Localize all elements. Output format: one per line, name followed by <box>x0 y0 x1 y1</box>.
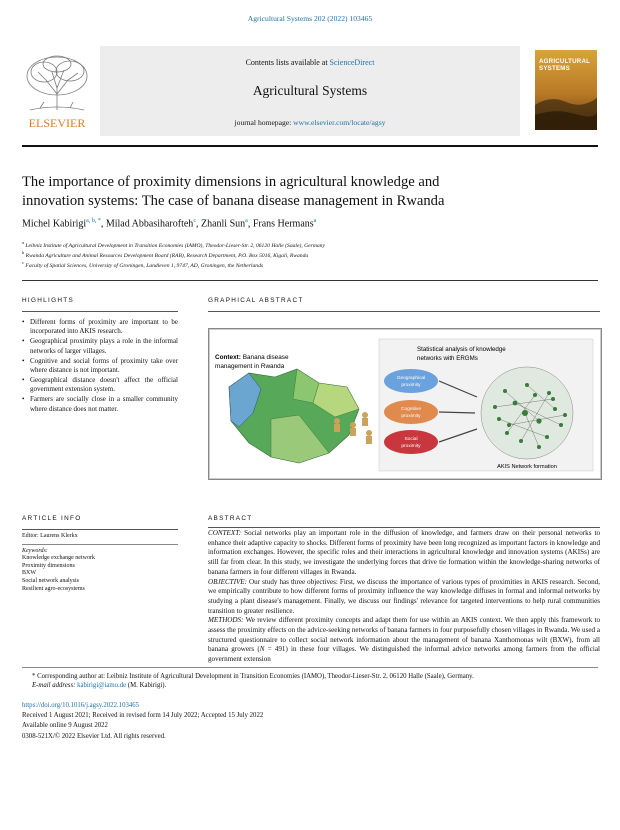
graphical-abstract-heading: GRAPHICAL ABSTRACT <box>208 297 304 304</box>
ga-stat-line-2: networks with ERGMs <box>417 355 478 362</box>
ga-geo-ellipse <box>384 369 438 393</box>
abstract-context-paragraph <box>208 529 600 578</box>
ga-soc-label-2: proximity <box>401 444 421 449</box>
author-affiliation-marker[interactable]: c <box>193 218 196 224</box>
highlights-rule <box>22 311 178 312</box>
email-label: E-mail address: <box>32 682 76 689</box>
highlight-item: • Geographical proximity plays a role in the informal networks of larger villages. <box>22 337 178 356</box>
abstract-objective-text: Our study has three objectives: First, we discuss the importance of various types of proximities in AKIS research. Second, we empirically contribute to how different forms of proximity influence the way knowledge diffuses in formal and informal networks by studying a plant disease's management. Finally, we discuss our findings' relevance for targeted interventions to help rural communities transition to greater resilience. <box>208 577 600 615</box>
affiliation-text: Leibniz Institute of Agricultural Development in Transition Economies (IAMO), Theodor-Lieser-Str. 2, 06120 Halle (Saale), Germany <box>25 242 325 249</box>
elsevier-wordmark: ELSEVIER <box>28 116 86 130</box>
author-name: Milad Abbasiharofteh <box>105 218 194 230</box>
author-name: Zhanli Sun <box>200 218 246 230</box>
online-date: Available online 9 August 2022 <box>22 722 108 730</box>
editor-line: Editor: Laurens Klerkx <box>22 533 78 539</box>
ga-cog-label-1: Cognitive <box>401 407 421 412</box>
journal-masthead <box>100 46 520 136</box>
corresponding-author-footnote <box>32 672 600 690</box>
article-info <box>22 533 182 593</box>
ga-geo-label-2: proximity <box>401 383 421 388</box>
ga-soc-label-1: Social <box>404 437 418 442</box>
abstract-rule <box>208 527 600 528</box>
doi-link[interactable]: https://doi.org/10.1016/j.agsy.2022.103465 <box>22 702 140 709</box>
highlight-item: • Geographical distance doesn't affect the official government extension system. <box>22 376 178 395</box>
elsevier-tree-logo <box>22 50 92 132</box>
sciencedirect-link[interactable]: ScienceDirect <box>329 58 375 67</box>
keyword-item: Knowledge exchange network <box>22 555 95 562</box>
section-divider <box>22 280 598 281</box>
affiliation <box>22 260 263 269</box>
affiliation-marker: b <box>22 250 25 255</box>
footnote-marker: * <box>32 673 36 680</box>
article-title <box>22 173 602 211</box>
affiliation-text: Rwanda Agriculture and Animal Resources Development Board (RAB), Research Department, P.O. Box 5016, Kigali, Rwanda <box>25 252 309 259</box>
abstract-methods-n: N <box>259 645 265 654</box>
abstract-methods-text-cont: = 491) in these four villages. We distinguished the informal advice networks among farmers from the official government extension <box>208 645 600 664</box>
journal-cover-image <box>535 50 597 130</box>
ga-context-label: Context: <box>215 354 241 361</box>
highlights-list <box>22 318 178 415</box>
author-name: Michel Kabirigi <box>22 218 87 230</box>
abstract-methods-text: We review different proximity concepts and adapt them for use within an AKIS context. We then apply this framework to assess the proximity effects on the advice-seeking networks of banana farmers in four purposefully chosen villages in Rwanda. We used a structured questionnaire to collect social network information about the management of banana Xanthomonas wilt (BXW), from all banana growers ( <box>208 616 600 654</box>
highlights-heading: HIGHLIGHTS <box>22 297 75 304</box>
title-line-2: innovation systems: The case of banana disease management in Rwanda <box>22 193 445 209</box>
homepage-line <box>100 118 520 127</box>
ga-soc-ellipse <box>384 430 438 454</box>
article-history <box>22 701 263 742</box>
affiliation-marker: a <box>22 240 24 245</box>
ga-cog-ellipse <box>384 400 438 424</box>
abstract-methods-label: METHODS: <box>208 616 244 625</box>
contents-line <box>100 58 520 67</box>
abstract-context-text: Social networks play an important role in the diffusion of knowledge, and farmers draw on their personal networks to enhance their adaptive capacity to shocks. Different forms of proximity have been long recognized as important factors in knowledge and information exchanges. However, the specific roles and their interactions in agricultural knowledge and innovation systems (AKISs) are still far from clear. In this study, we investigate the underlying forces that drive tie formation within the knowledge-sharing networks of banana farmers in four different villages in Rwanda. <box>208 529 600 576</box>
keywords-label: Keywords: <box>22 547 48 554</box>
highlight-item: • Different forms of proximity are important to be incorporated into AKIS research. <box>22 318 178 337</box>
ga-geo-label-1: Geographical <box>396 376 426 381</box>
graphical-abstract-rule <box>208 311 600 312</box>
keyword-item: Resilient agro-ecosystems <box>22 585 85 592</box>
highlight-item: • Farmers are socially close in a smaller community where distance does not matter. <box>22 395 178 414</box>
affiliation-marker: c <box>22 260 24 265</box>
author-affiliation-marker[interactable]: a <box>313 218 317 224</box>
keyword-item: Proximity dimensions <box>22 562 75 569</box>
article-info-heading: ARTICLE INFO <box>22 515 82 522</box>
keyword-item: Social network analysis <box>22 577 79 584</box>
ga-context-line-2: management in Rwanda <box>215 363 285 370</box>
abstract-methods-paragraph <box>208 616 600 665</box>
highlight-item: • Cognitive and social forms of proximity take over where distance is not important. <box>22 357 178 376</box>
ga-context-text: Banana disease <box>242 354 289 361</box>
author-affiliation-marker[interactable]: a <box>245 218 248 224</box>
copyright-line: 0308-521X/© 2022 Elsevier Ltd. All rights reserved. <box>22 732 166 740</box>
ga-stat-line-1: Statistical analysis of knowledge <box>417 346 506 353</box>
ga-network-label: AKIS Network formation <box>497 464 557 470</box>
author-name: Frans Hermans <box>252 218 314 230</box>
ga-cog-label-2: proximity <box>401 414 421 419</box>
affiliation <box>22 250 308 259</box>
article-info-rule <box>22 529 178 530</box>
masthead-rule <box>22 145 598 147</box>
affiliation-text: Faculty of Spatial Sciences, University of Groningen, Landleven 1, 9747, AD, Groningen, the Netherlands <box>25 262 264 269</box>
abstract-body <box>208 529 600 665</box>
author-email-link[interactable]: kabirigi@iamo.de <box>77 682 127 689</box>
cover-landscape <box>535 50 597 130</box>
affiliation <box>22 240 325 249</box>
contents-prefix: Contents lists available at <box>245 58 330 67</box>
abstract-objective-label: OBJECTIVE: <box>208 577 248 586</box>
email-suffix: (M. Kabirigi). <box>126 682 167 689</box>
received-dates: Received 1 August 2021; Received in revised form 14 July 2022; Accepted 15 July 2022 <box>22 712 264 720</box>
journal-homepage-link[interactable]: www.elsevier.com/locate/agsy <box>293 118 386 127</box>
abstract-context-label: CONTEXT: <box>208 529 242 537</box>
author-affiliation-marker[interactable]: a, b, * <box>86 218 101 224</box>
keyword-item: BXW <box>22 570 36 577</box>
abstract-heading: ABSTRACT <box>208 515 253 522</box>
journal-reference[interactable]: Agricultural Systems 202 (2022) 103465 <box>247 14 373 23</box>
cover-title: AGRICULTURAL SYSTEMS <box>539 58 590 72</box>
journal-name: Agricultural Systems <box>252 83 368 98</box>
graphical-abstract-figure[interactable] <box>208 328 602 480</box>
article-info-inner-rule <box>22 544 178 545</box>
abstract-objective-paragraph <box>208 578 600 617</box>
homepage-prefix: journal homepage: <box>234 118 294 127</box>
ga-context-line-1 <box>215 354 289 361</box>
footnote-rule <box>22 667 598 668</box>
author-list: Michel Kabirigi$^{a, b, *}$, Milad Abbasiharofteh$^c$, Zhanli Sun$^a$, Frans Hermans$^a$ <box>22 218 317 230</box>
footnote-text: Corresponding author at: Leibniz Institute of Agricultural Development in Transition Economies (IAMO), Theodor-Lieser-Str. 2, 06120 Halle (Saale), Germany. <box>35 673 474 680</box>
title-line-1: The importance of proximity dimensions in agricultural knowledge and <box>22 174 440 190</box>
